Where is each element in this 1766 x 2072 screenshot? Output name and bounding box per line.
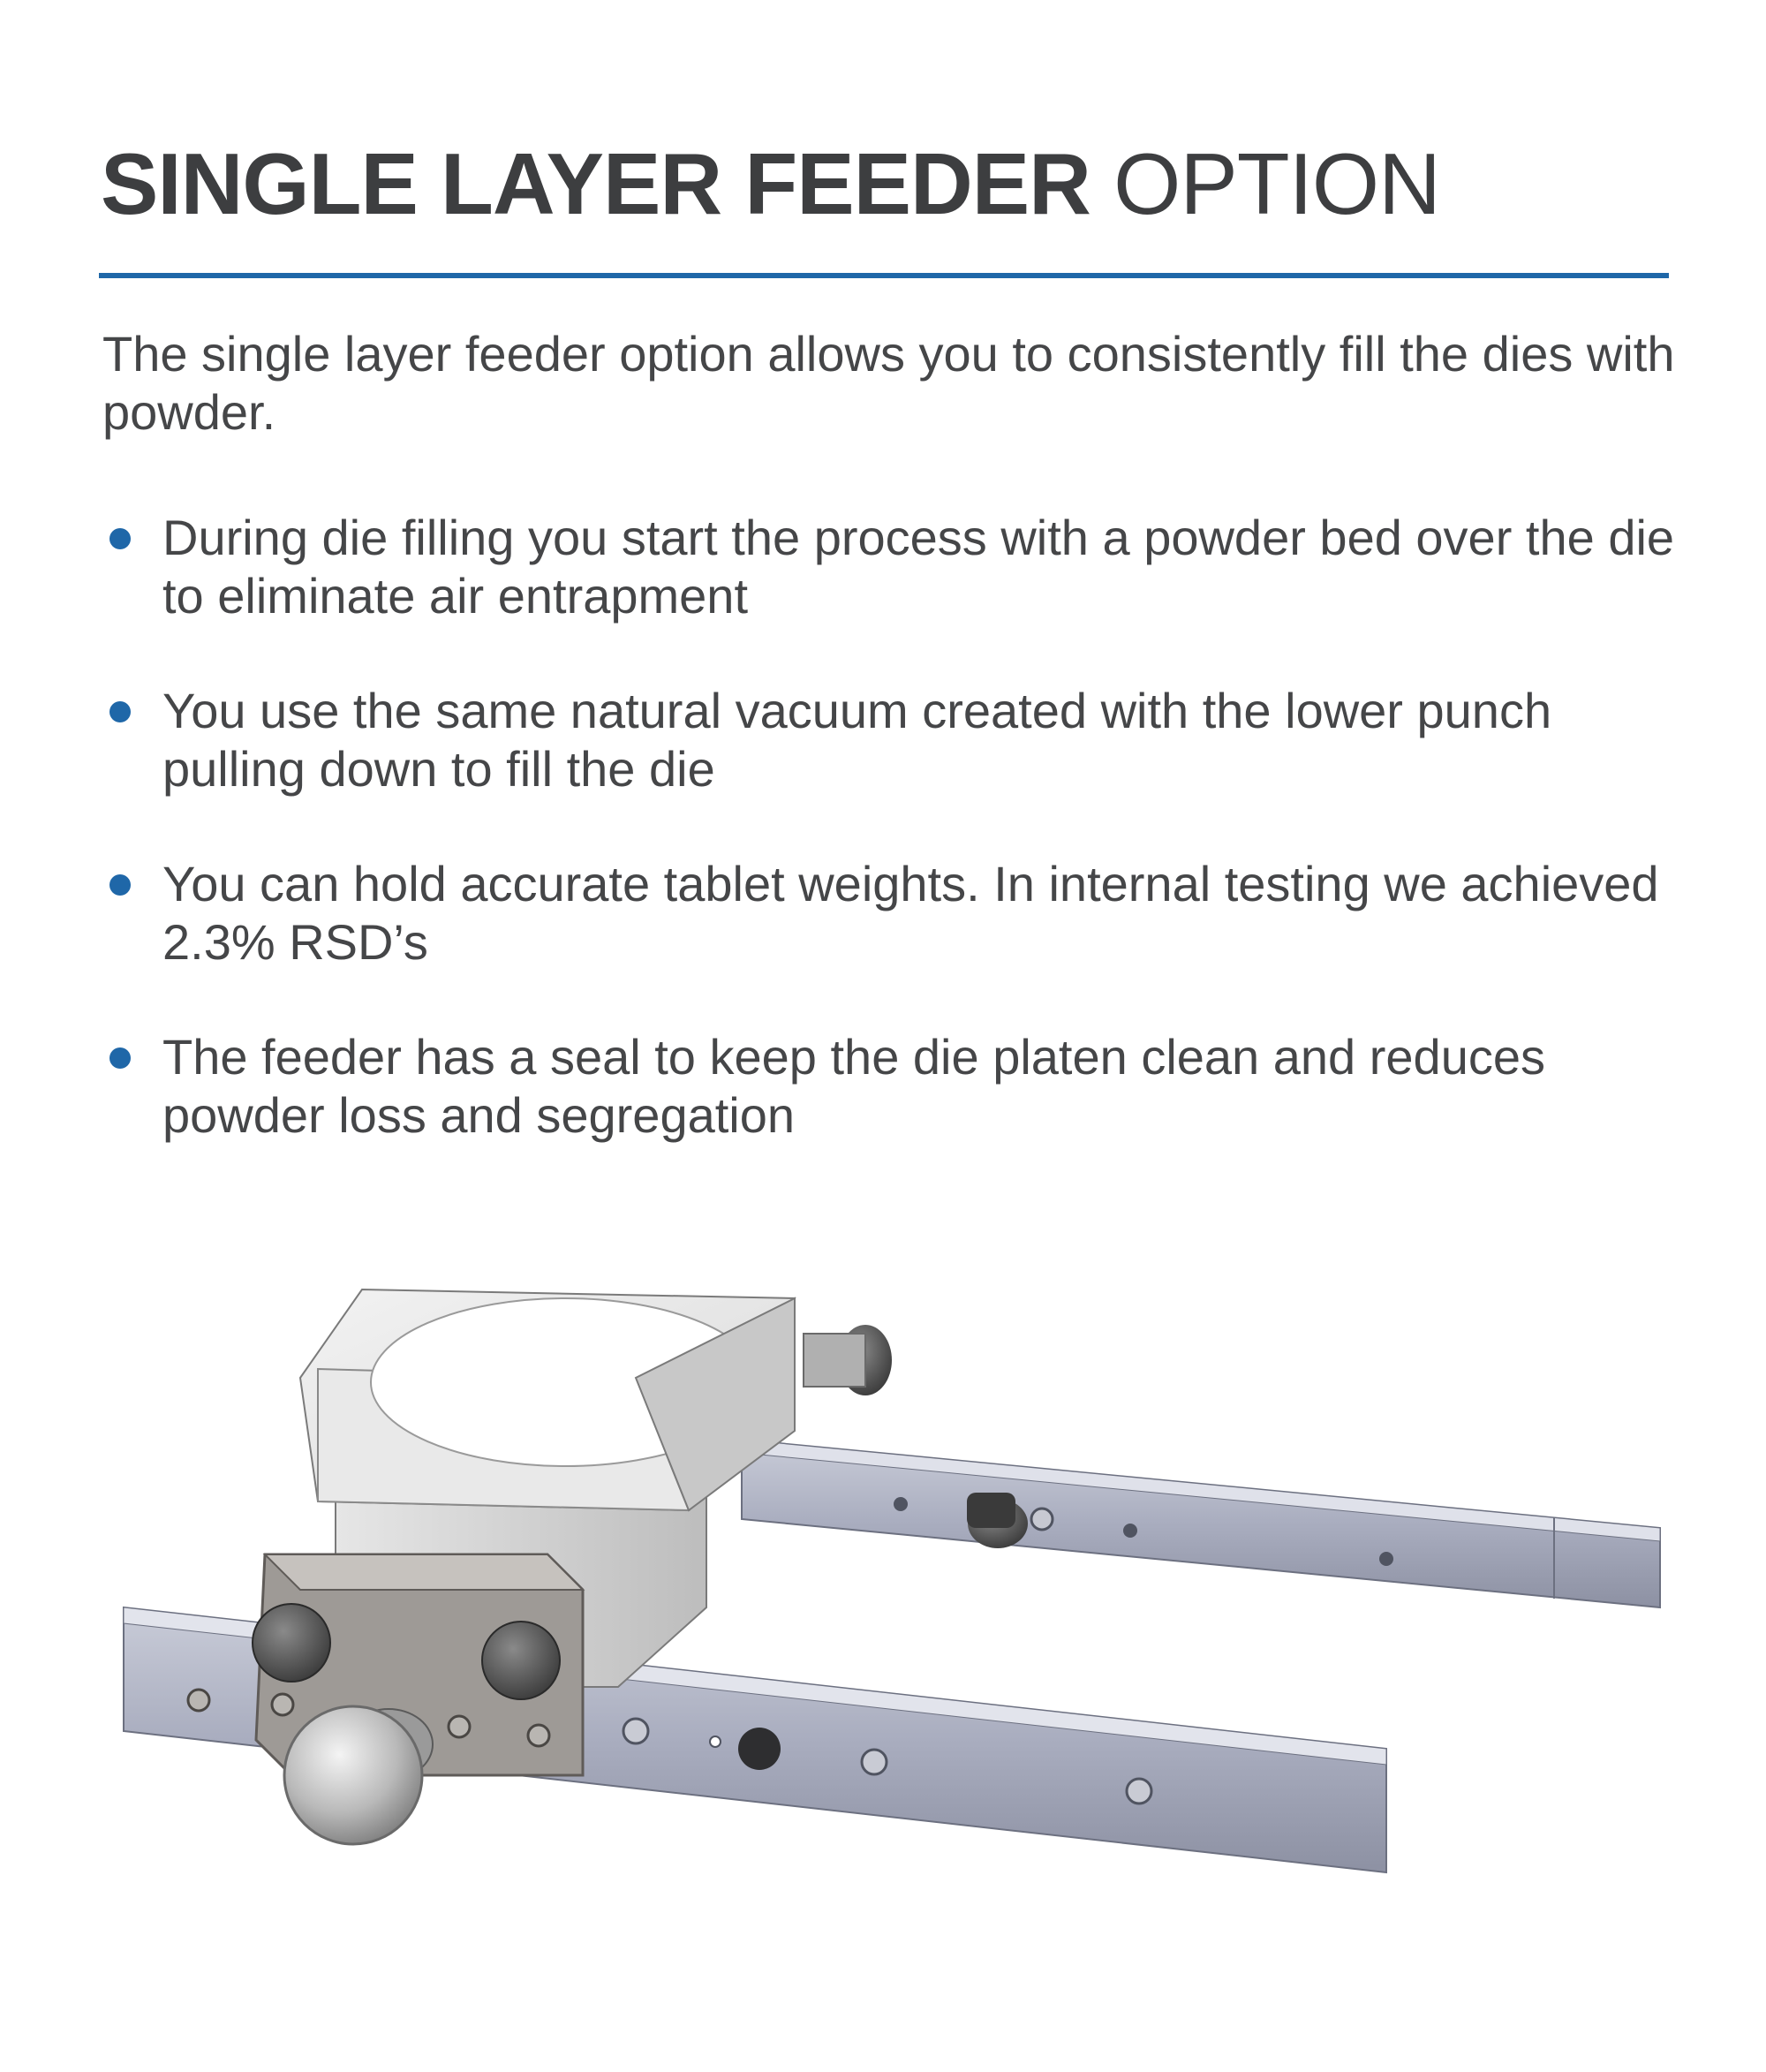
list-item-text: You use the same natural vacuum created with the lower punch pulling down to fill the die [162,683,1552,797]
list-item [102,682,1692,798]
intro-paragraph: The single layer feeder option allows you to consistently fill the dies with powder. [102,326,1675,440]
title-bold: SINGLE LAYER FEEDER [101,135,1091,232]
bullet-dot-icon [109,874,131,896]
list-item-text: You can hold accurate tablet weights. In internal testing we achieved 2.3% RSD’s [162,856,1659,970]
title-light: OPTION [1113,135,1440,232]
list-item [102,855,1692,972]
page-title [101,131,1440,237]
list-item-text: During die filling you start the process with a powder bed over the die to eliminate air entrapment [162,510,1675,624]
feature-list [102,509,1692,1201]
single-layer-feeder-illustration [106,1236,1678,1908]
list-item-text: The feeder has a seal to keep the die platen clean and reduces powder loss and segregation [162,1029,1545,1143]
title-divider [99,273,1669,278]
list-item [102,1028,1692,1145]
bullet-dot-icon [109,528,131,549]
list-item [102,509,1692,625]
bullet-dot-icon [109,701,131,722]
bullet-dot-icon [109,1047,131,1069]
